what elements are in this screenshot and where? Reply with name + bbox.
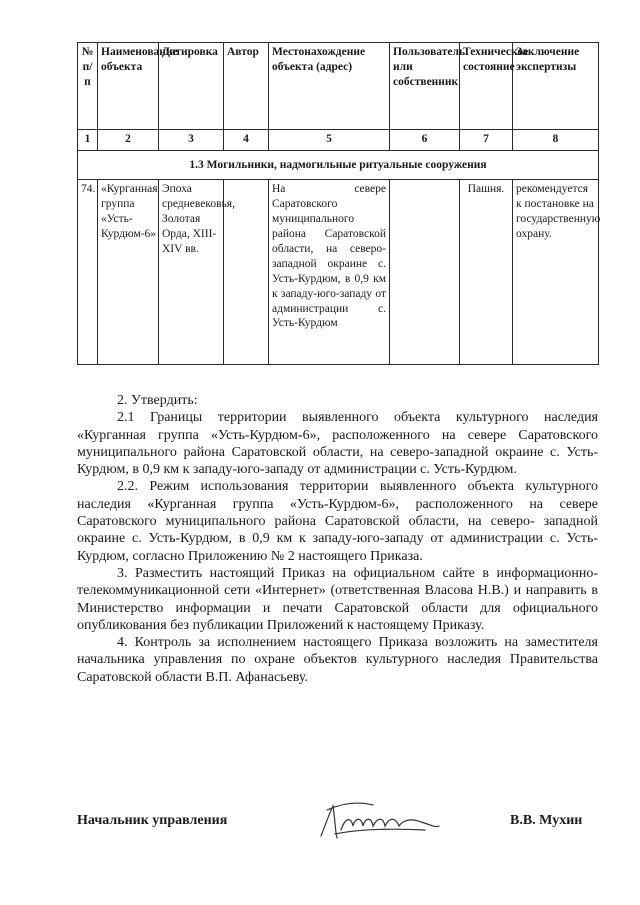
header-cell: Заключение экспертизы	[513, 43, 599, 130]
section-title: 1.3 Могильники, надмогильные ритуальные сооружения	[78, 151, 599, 180]
column-number: 7	[460, 130, 513, 151]
table-header-row	[78, 43, 599, 130]
object-owner	[390, 180, 460, 365]
header-cell: Техническое состояние	[460, 43, 513, 130]
heritage-objects-table	[77, 42, 599, 365]
column-number-row	[78, 130, 599, 151]
paragraph: 2.2. Режим использования территории выявленного объекта культурного наследия «Курганная группа «Усть-Курдюм-6», расположенного на севере Саратовского муниципального района Саратовской области, на северо- западной окраине с. Усть-Курдюм, в 0,9 км к западу-юго-западу от администрации с. Усть-Курдюм, согласно Приложению № 2 настоящего Приказа.	[77, 479, 598, 564]
column-number: 5	[269, 130, 390, 151]
header-cell: Местонахождение объекта (адрес)	[269, 43, 390, 130]
object-location: На севере Саратовского муниципального района Саратовской области, на северо-западной окраине с. Усть-Курдюм, в 0,9 км к западу-юго-западу от администрации с. Усть-Курдюм	[269, 180, 390, 365]
column-number: 3	[159, 130, 224, 151]
header-cell: № п/п	[78, 43, 98, 130]
object-condition: Пашня.	[460, 180, 513, 365]
header-cell: Наименование объекта	[98, 43, 159, 130]
signatory-title: Начальник управления	[77, 813, 228, 828]
object-name: «Курганная группа «Усть-Курдюм-6»	[98, 180, 159, 365]
header-cell: Автор	[224, 43, 269, 130]
column-number: 8	[513, 130, 599, 151]
object-dating: Эпоха средневековья, Золотая Орда, XIII-XIV вв.	[159, 180, 224, 365]
header-cell: Пользователь или собственник	[390, 43, 460, 130]
column-number: 6	[390, 130, 460, 151]
signatory-name: В.В. Мухин	[510, 813, 583, 828]
header-cell: Датировка	[159, 43, 224, 130]
order-body	[77, 392, 598, 686]
column-number: 1	[78, 130, 98, 151]
column-number: 4	[224, 130, 269, 151]
handwritten-signature	[315, 796, 445, 844]
paragraph: 3. Разместить настоящий Приказ на официальном сайте в информационно-телекоммуникационной сети «Интернет» (ответственная Власова Н.В.) и направить в Министерство информации и печати Саратовской области для официального опубликования без публикации Приложений к настоящему Приказу.	[77, 565, 598, 633]
row-number: 74.	[78, 180, 98, 365]
section-row	[78, 151, 599, 180]
table-row	[78, 180, 599, 365]
expert-conclusion: рекомендуется к постановке на государственную охрану.	[513, 180, 599, 365]
paragraph: 2.1 Границы территории выявленного объекта культурного наследия «Курганная группа «Усть-Курдюм-6», расположенного на севере Саратовского муниципального района Саратовской области, на северо-западной окраине с. Усть-Курдюм, в 0,9 км к западу-юго-западу от администрации с. Усть-Курдюм.	[77, 410, 598, 478]
column-number: 2	[98, 130, 159, 151]
paragraph: 2. Утвердить:	[117, 393, 198, 408]
paragraph: 4. Контроль за исполнением настоящего Приказа возложить на заместителя начальника управления по охране объектов культурного наследия Правительства Саратовской области В.П. Афанасьеву.	[77, 635, 598, 685]
